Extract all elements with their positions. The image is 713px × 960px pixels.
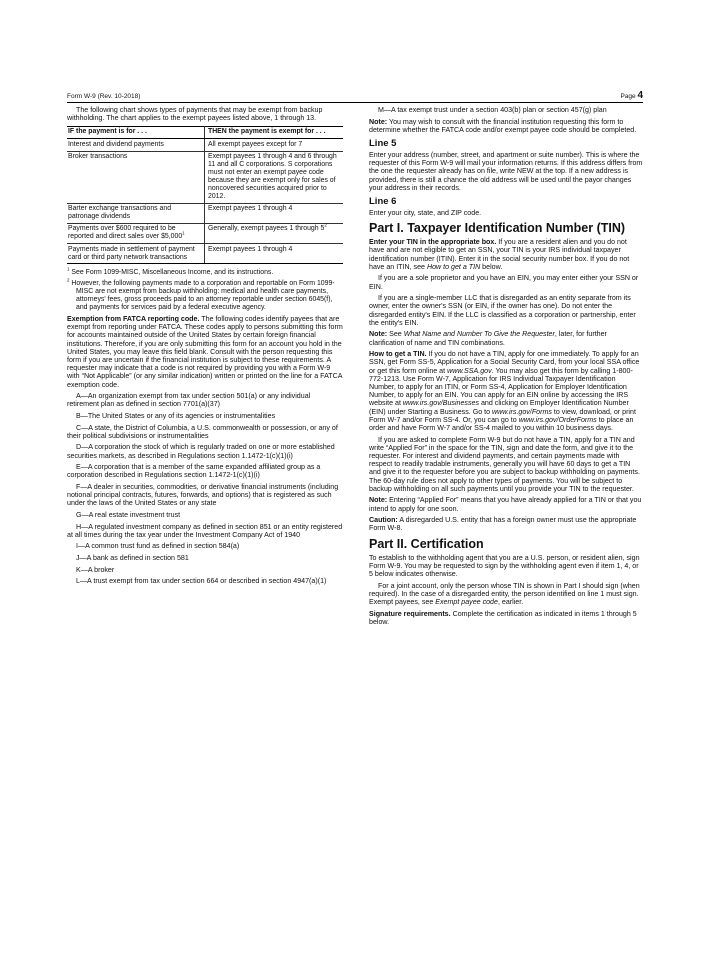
payment-cell: Interest and dividend payments xyxy=(67,139,205,151)
footnote-ref: 2 xyxy=(324,223,327,229)
payment-cell: Payments made in settlement of payment card or third party network transactions xyxy=(67,244,205,264)
exempt-cell: All exempt payees except for 7 xyxy=(205,139,344,151)
code-item-m: M—A tax exempt trust under a section 403(b) plan or section 457(g) plan xyxy=(378,106,607,114)
exempt-cell: Exempt payees 1 through 4 and 6 through 11 and all C corporations. S corporations must not enter an exempt payee code because they are exempt only for sales of noncovered securities acquired prior to 2012. xyxy=(205,151,344,203)
code-item: D—A corporation the stock of which is regularly traded on one or more established securities markets, as described in Regulations section 1.1472-1(c)(1)(i) xyxy=(67,443,335,460)
fatca-paragraph: Exemption from FATCA reporting code. The following codes identify payees that are exempt from reporting under FATCA. These codes apply to persons submitting this form for accounts maintained outside of the United States by certain foreign financial institutions. Therefore, if you are only submitting this form for an account you hold in the United States, you may leave this field blank. Consult with the person requesting this form if you are uncertain if the financial institution is subject to these requirements. A requester may indicate that a code is not required by providing you with a Form W-9 with “Not Applicable” (or any similar indication) written or printed on the line for a FATCA exemption code. xyxy=(67,315,343,389)
column-header-exempt: THEN the payment is exempt for . . . xyxy=(205,126,344,138)
line6-heading: Line 6 xyxy=(369,196,397,208)
code-item: F—A dealer in securities, commodities, or derivative financial instruments (including notional principal contracts, futures, forwards, and options) that is registered as such under the laws of the United States or any state xyxy=(67,483,339,508)
fatca-heading: Exemption from FATCA reporting code. xyxy=(67,315,200,324)
left-column xyxy=(67,106,343,589)
line5-text: Enter your address (number, street, and apartment or suite number). This is where the requester of this Form W-9 will mail your information returns. If this address differs from the one the requester already has on file, write NEW at the top. If a new address is provided, there is still a chance the old address will be used until the payor changes your address in their records. xyxy=(369,151,643,192)
code-item: H—A regulated investment company as defined in section 851 or an entity registered at all times during the tax year under the Investment Company Act of 1940 xyxy=(67,522,343,539)
code-item: A—An organization exempt from tax under section 501(a) or any individual retirement plan as defined in section 7701(a)(37) xyxy=(67,392,311,409)
part2-heading: Part II. Certification xyxy=(369,536,484,551)
table-row xyxy=(67,223,343,243)
payment-cell: Broker transactions xyxy=(67,151,205,203)
chart-intro: The following chart shows types of payments that may be exempt from backup withholding. The chart applies to the exempt payees listed above, 1 through 13. xyxy=(67,106,323,123)
irs-businesses-url: www.irs.gov/Businesses xyxy=(402,399,480,408)
note-paragraph: Note: Entering “Applied For” means that you have already applied for a TIN or that you intend to apply for one soon. xyxy=(369,496,642,513)
code-item: J—A bank as defined in section 581 xyxy=(76,554,189,562)
exempt-cell: Exempt payees 1 through 4 xyxy=(205,203,344,223)
exempt-cell: Exempt payees 1 through 4 xyxy=(205,244,344,264)
tin-paragraph: Enter your TIN in the appropriate box. If you are a resident alien and you do not have and are not eligible to get an SSN, your TIN is your IRS individual taxpayer identification number (ITIN). Enter it in the social security number box. If you do not have an ITIN, see How to get a TIN below. xyxy=(369,238,630,271)
page-number: 4 xyxy=(637,90,643,101)
form-label: Form W-9 (Rev. 10-2018) xyxy=(67,93,141,100)
footnote-ref: 1 xyxy=(182,230,185,236)
ssa-url: www.SSA.gov xyxy=(447,366,492,375)
code-item: K—A broker xyxy=(76,565,115,574)
llc-paragraph: If you are a single-member LLC that is disregarded as an entity separate from its owner, enter the owner's SSN (or EIN, if the owner has one). Do not enter the disregarded entity's EIN. If the LLC is classified as a corporation or partnership, enter the entity's EIN. xyxy=(369,294,636,327)
table-header-row xyxy=(67,126,343,138)
page-label: Page 4 xyxy=(620,90,643,101)
caution-paragraph: Caution: A disregarded U.S. entity that has a foreign owner must use the appropriate Form W-8. xyxy=(369,516,637,533)
table-row xyxy=(67,203,343,223)
how-to-get-tin-paragraph: How to get a TIN. If you do not have a TIN, apply for one immediately. To apply for an SSN, get Form SS-5, Application for a Social Security Card, from your local SSA office or get this form online at www.SSA.gov. You may also get this form by calling 1-800-772-1213. Use Form W-7, Application for IRS Individual Taxpayer Identification Number, to apply for an ITIN, or Form SS-4, Application for Employer Identification Number, to apply for an EIN. You can apply for an EIN online by accessing the IRS website at www.irs.gov/Businesses and clicking on Employer Identification Number (EIN) under Starting a Business. Go to www.irs.gov/Forms to view, download, or print Form W-7 and/or Form SS-4. Or, you can go to www.irs.gov/OrderForms to place an order and have Form W-7 and/or SS-4 mailed to you within 10 business days. xyxy=(369,350,640,433)
sole-proprietor-paragraph: If you are a sole proprietor and you have an EIN, you may enter either your SSN or EIN. xyxy=(369,274,639,291)
page-header xyxy=(67,88,643,103)
note-paragraph: Note: See What Name and Number To Give the Requester, later, for further clarification of name and TIN combinations. xyxy=(369,330,607,347)
part1-heading: Part I. Taxpayer Identification Number (TIN) xyxy=(369,221,626,236)
code-item: C—A state, the District of Columbia, a U.S. commonwealth or possession, or any of their political subdivisions or instrumentalities xyxy=(67,423,338,440)
code-item: I—A common trust fund as defined in section 584(a) xyxy=(76,542,240,551)
joint-account-paragraph: For a joint account, only the person whose TIN is shown in Part I should sign (when required). In the case of a disregarded entity, the person identified on line 1 must sign. Exempt payees, see Exempt payee code, earlier. xyxy=(369,581,640,607)
payment-cell: Payments over $600 required to be reported and direct sales over $5,000$^1$ xyxy=(67,223,205,243)
payment-cell: Barter exchange transactions and patronage dividends xyxy=(67,203,205,223)
irs-orderforms-url: www.irs.gov/OrderForms xyxy=(518,415,597,424)
table-row xyxy=(67,139,343,151)
certification-paragraph: To establish to the withholding agent that you are a U.S. person, or resident alien, sign Form W-9. You may be requested to sign by the withholding agent even if item 1, 4, or 5 below indicates otherwise. xyxy=(369,553,640,579)
line5-heading: Line 5 xyxy=(369,138,397,149)
applied-for-paragraph: If you are asked to complete Form W-9 but do not have a TIN, apply for a TIN and write “Applied For” in the space for the TIN, sign and date the form, and give it to the requester. For interest and dividend payments, and certain payments made with respect to readily tradable instruments, generally you will have 60 days to get a TIN and give it to the requester before you are subject to backup withholding on payments. The 60-day rule does not apply to other types of payments. You will be subject to backup withholding on all such payments until you provide your TIN to the requester. xyxy=(369,435,640,493)
exempt-payments-table xyxy=(67,126,343,265)
code-item: E—A corporation that is a member of the same expanded affiliated group as a corporation described in Regulations section 1.1472-1(c)(1)(i) xyxy=(67,463,321,480)
column-header-payment: IF the payment is for . . . xyxy=(67,126,205,138)
footnote-1: $^1$ See Form 1099-MISC, Miscellaneous Income, and its instructions. xyxy=(67,267,274,277)
table-row xyxy=(67,244,343,264)
code-item: L—A trust exempt from tax under section 664 or described in section 4947(a)(1) xyxy=(76,577,327,586)
table-row xyxy=(67,151,343,203)
right-column xyxy=(369,106,643,629)
exempt-cell: Generally, exempt payees 1 through $5^2$ xyxy=(205,223,344,243)
footnote-2: $^2$ However, the following payments made to a corporation and reportable on Form 1099-MISC are not exempt from backup withholding: medical and health care payments, attorneys' fees, gross proceeds paid to an attorney reportable under section 6045(f), and payments for services paid by a federal executive agency. xyxy=(67,278,335,312)
signature-requirements-paragraph: Signature requirements. Complete the certification as indicated in items 1 through 5 below. xyxy=(369,609,637,626)
line6-text: Enter your city, state, and ZIP code. xyxy=(369,209,482,218)
note-paragraph: Note: You may wish to consult with the financial institution requesting this form to determine whether the FATCA code and/or exempt payee code should be completed. xyxy=(369,117,637,134)
irs-forms-url: www.irs.gov/Forms xyxy=(492,407,552,416)
code-item: B—The United States or any of its agencies or instrumentalities xyxy=(76,412,276,421)
code-item: G—A real estate investment trust xyxy=(76,511,181,520)
